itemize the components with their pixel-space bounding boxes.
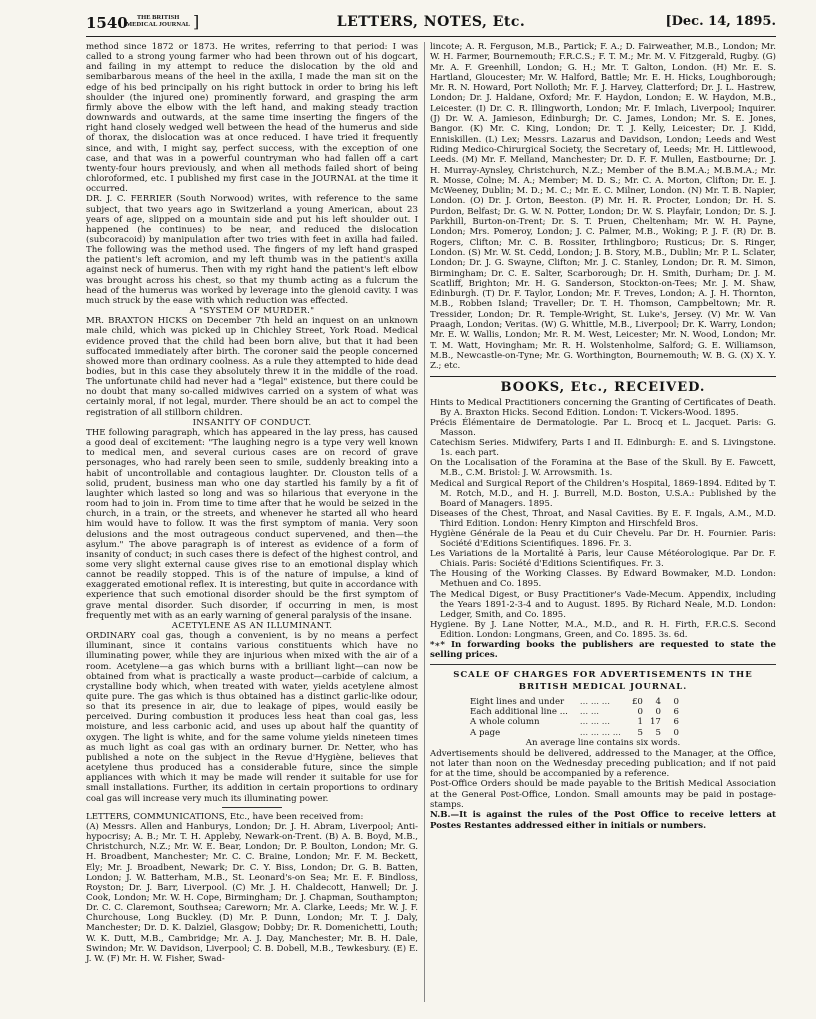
issue-date: [Dec. 14, 1895. (665, 14, 776, 29)
book-entry: Précis Élémentaire de Dermatologie. Par L. Brocq et L. Jacquet. Paris: G. Masson. (430, 417, 776, 439)
insanity-paragraph: THE following paragraph, which has appeared in the lay press, has caused a good deal of excitement: "The laughing negro is a type very well known to medical men, and several curious cases are on record of grave personages, who had rarely been seen to smile, suddenly breaking into a habit of uncontrollable and contagious laughter. Dr. Clouston tells of a solid, prudent, business man who one day startled his family by a fit of laughter which lasted so long and was so hilarious that everyone in the room had to join in. From time to time after that he would be seized in the church, in a train, or the streets, and whenever he started all who heard him would have to follow. It was the first symptom of mania. Very soon delusions and the most outrageous conduct supervened, and then—the asylum." The above paragraph is of interest as evidence of a form of insanity of conduct; in such cases there is defect of the highest control, and some very slight external cause gives rise to an emotional display which cannot be readily stopped. This is of the nature of impulse, a kind of exaggerated emotional reflex. It is interesting, but quite in accordance with experience that such emotional disorder should be the first symptom of grave mental disorder. Such disorder, if occurring in men, is most frequently met with as an early warning of general paralysis of the insane. (86, 427, 418, 621)
ad-delivery-note: Advertisements should be delivered, addressed to the Manager, at the Office, not later than noon on the Wednesday preceding publication; and if not paid for at the time, should be accompanied by a reference. (430, 748, 776, 780)
advertisement-charges (430, 669, 776, 831)
heading-insanity-of-conduct: INSANITY OF CONDUCT. (192, 417, 312, 428)
book-entry: Catechism Series. Midwifery, Parts I and II. Edinburgh: E. and S. Livingstone. 1s. each part. (430, 438, 776, 459)
book-entry: Hints to Medical Practitioners concerning the Granting of Certificates of Death. By A. Braxton Hicks. Second Edition. London: T. Vickers-Wood. 1895. (430, 397, 776, 418)
ad-rate-leader: ... ... (579, 707, 600, 718)
section-divider (222, 807, 282, 808)
journal-name-line-2: MEDICAL JOURNAL (126, 21, 191, 28)
ad-rate-shillings: 5 (655, 727, 661, 738)
ad-rate-leader: ... ... ... ... (579, 727, 621, 738)
ad-rate-label: Eight lines and under (470, 696, 565, 707)
ad-rate-row (470, 717, 683, 727)
ad-rate-shillings: 17 (649, 717, 661, 728)
ad-rate-row (470, 697, 683, 707)
ad-rate-pounds: 1 (637, 717, 643, 728)
ad-average-line-note: An average line contains six words. (525, 738, 681, 749)
journal-name-line-1: THE BRITISH (136, 14, 180, 21)
header-rule (86, 36, 776, 37)
ad-rate-leader: ... ... ... (579, 696, 610, 707)
heading-letters-received: LETTERS, COMMUNICATIONS, Etc., have been received from: (86, 811, 364, 822)
ad-rate-label: Each additional line ... (470, 707, 568, 718)
book-entry: Hygiene. By J. Lane Notter, M.A., M.D., and R. H. Firth, F.R.C.S. Second Edition. London: Longmans, Green, and Co. 1895. 3s. 6d. (430, 619, 776, 640)
ad-rate-label: A page (470, 727, 501, 738)
ad-rate-shillings: 0 (655, 707, 661, 718)
ad-rate-pounds: 0 (637, 707, 643, 718)
book-entry: Medical and Surgical Report of the Children's Hospital, 1869-1894. Edited by T. M. Rotch, M.D., and H. J. Burrell, M.D. Boston, U.S.A.: Published by the Board of Managers. 1895. (430, 478, 776, 509)
acetylene-paragraph: ORDINARY coal gas, though a convenient, is by no means a perfect illuminant, since it contains various constituents which have no illuminating power, while they are injurious when mixed with the air of a room. Acetylene—a gas which burns with a brilliant light—can now be obtained from what is practically a waste product—carbide of calcium, a crystalline body which, when treated with water, yields acetylene almost quite pure. The gas which is thus obtained has a distinct garlic-like odour, so that its presence in air, due to leakage of pipes, would easily be perceived. During combustion it produces less heat than coal gas, less moisture, and less carbonic acid, and uses up about half the quantity of oxygen. The light is white, and for the same volume yields nineteen times as much light as coal gas with an ordinary burner. Dr. Netter, who has published a note on the subject in the Revue d'Hygiène, believes that acetylene thus produced has a considerable future, since the simple appliances with which it may be made will render it suitable for use for small installations. Further, its addition in certain proportions to ordinary coal gas will increase very much its illuminating power. (86, 631, 418, 804)
ad-rate-row (470, 707, 683, 717)
ferrier-letter: DR. J. C. FERRIER (South Norwood) writes, with reference to the same subject, that two years ago in Switzerland a young American, about 23 years of age, slipped on a mountain side and put his left shoulder out. I happened (he continues) to be near, and reduced the dislocation (subcoracoid) by manipulation after two tries with feet in axilla had failed. The following was the method used. The fingers of my left hand grasped the patient's left acromion, and my left thumb was in the patient's axilla against neck of humerus. Then with my right hand the patient's left elbow was brought across his chest, so that my thumb acting as a fulcrum the head of the humerus was worked by leverage into the glenoid cavity. I was much struck by the ease with which reduction was effected. (86, 194, 418, 306)
column-divider (424, 42, 425, 1002)
ad-rate-pence: 0 (673, 696, 679, 707)
journal-bracket: ] (193, 12, 200, 31)
shoulder-letter-continued: method since 1872 or 1873. He writes, referring to that period: I was called to a strong young farmer who had been thrown out of his dogcart, and failing in my attempt to reduce the dislocation by the old and semibarbarous means of the heel in the axilla, I made the man sit on the edge of his bed principally on his right buttock in order to bring his left shoulder (the injured one) prominently forward, and grasping the arm firmly above the elbow with the left hand, and making steady traction downwards and outwards, at the same time inserting the fingers of the right hand closely wedged well between the head of the humerus and side of thorax, the dislocation was at once reduced. I have tried it frequently since, and with, I might say, perfect success, with the exception of one case, and that was in a powerful countryman who had fallen off a cart twenty-four hours previously, and when all methods failed short of being chloroformed, etc. I published my first case in the JOURNAL at the time it occurred. (86, 42, 418, 195)
ad-rate-pence: 0 (673, 727, 679, 738)
heading-system-of-murder: A "SYSTEM OF MURDER." (189, 306, 315, 317)
page-number: 1540 (86, 14, 128, 32)
section-title: LETTERS, NOTES, Etc. (336, 14, 526, 30)
braxton-hicks-inquest: MR. BRAXTON HICKS on December 7th held an inquest on an unknown male child, which was picked up in Chichley Street, York Road. Medical evidence proved that the child had been born alive, but that it had been suffocated immediately after birth. The coroner said the people concerned showed more than ordinary coolness. As a rule they attempted to hide dead bodies, but in this case they absolutely threw it in the middle of the road. The unfortunate child had never had a "legal" existence, but there could be no doubt that many so-called midwives carried on a system of what was certainly moral, if not legal, murder. There should be an act to compel the registration of all stillborn children. (86, 316, 418, 418)
ad-rate-shillings: 4 (655, 696, 661, 707)
ad-rate-leader: ... ... ... (579, 717, 610, 728)
books-rule-top (430, 376, 776, 377)
left-column (86, 42, 418, 1007)
ad-rate-pounds: £0 (631, 696, 643, 707)
letters-list-f-to-x: lincote; A. R. Ferguson, M.B., Partick; F. A.; D. Fairweather, M.B., London; Mr. W. H. Farmer, Bournemouth; F.R.C.S.; F. T. M.; Mr. M. V. Fitzgerald, Rugby. (G) Mr. A. F. Greenhill, London; G. H.; Mr. T. Galton, London. (H) Mr. E. S. Hartland, Gloucester; Mr. W. Halford, Battle; Mr. E. H. Hicks, Loughborough; Mr. R. N. Howard, Port Nolloth; Mr. F. J. Harvey, Clatterford; Dr. J. L. Hastrew, London; Dr. J. Haldane, Oxford; Mr. F. Haydon, London; E. W. Haydon, M.B., Leicester. (I) Dr. C. R. Illingworth, London; Mr. F. Imlach, Liverpool; Inquirer. (J) Dr. W. A. Jamieson, Edinburgh; Dr. C. James, London; Mr. S. E. Jones, Bangor. (K) Mr. C. King, London; Dr. T. J. Kelly, Leicester; Dr. J. Kidd, Enniskillen. (L) Lex; Messrs. Lazarus and Davidson, London; Leeds and West Riding Medico-Chirurgical Society, the Secretary of, Leeds; Mr. H. Littlewood, Leeds. (M) Mr. F. Melland, Manchester; Dr. D. F. F. Mullen, Eastbourne; Dr. J. H. Murray-Aynsley, Christchurch, N.Z.; Member of the B.M.A.; M.B.M.A.; Mr. R. Mosse, Colne; M. A.; Member; M. D. S.; Mr. C. A. Morton, Clifton; Dr. E. J. McWeeney, Dublin; M. D.; M. C.; Mr. E. C. Milner, London. (N) Mr. T. B. Napier, London. (O) Dr. J. Orton, Beeston. (P) Mr. H. R. Procter, London; Dr. H. S. Purdon, Belfast; Dr. G. W. N. Potter, London; Dr. W. S. Playfair, London; Dr. S. J. Parkhill, Burton-on-Trent; Dr. S. T. Pruen, Cheltenham; Mr. W. H. Payne, London; Mrs. Pomeroy, London; J. C. Palmer, M.B., Woking; P. J. F. (R) Dr. B. Rogers, Clifton; Mr. C. B. Rossiter, Irthlingboro; Rusticus; Dr. S. Ringer, London. (S) Mr. W. St. Cedd, London; J. B. Story, M.B., Dublin; Mr. P. L. Sclater, London; Dr. J. G. Swayne, Clifton; Mr. J. C. Stanley, London; Dr. R. M. Simon, Birmingham; Dr. C. E. Salter, Scarborough; Dr. H. Smith, Durham; Dr. J. M. Scatliff, Brighton; Mr. H. G. Sanderson, Stockton-on-Tees; Mr. J. M. Shaw, Edinburgh. (T) Dr. F. Taylor, London; Mr. F. Treves, London; A. J. H. Thornton, M.B., Robben Island; Traveller; Dr. T. H. Thomson, Campbeltown; Mr. R. Tressider, London; Dr. R. Temple-Wright, St. Luke's, Jersey. (V) Mr. W. Van Praagh, London; Veritas. (W) G. Whittle, M.B., Liverpool; Dr. K. Warry, London; Mr. E. W. Wallis, London; Mr. R. M. West, Leicester; Mr. N. Wood, London; Mr. T. M. Watt, Hovingham; Mr. R. H. Wolstenholme, Salford; G. E. Williamson, M.B., Newcastle-on-Tyne; Mr. G. Worthington, Bournemouth; W. B. G. (X) X. Y. Z.; etc. (430, 42, 776, 372)
ad-rate-pence: 6 (673, 717, 679, 728)
ad-payment-note: Post-Office Orders should be made payable to the British Medical Association at the General Post-Office, London. Small amounts may be paid in postage-stamps. (430, 779, 776, 811)
heading-books-received: BOOKS, Etc., RECEIVED. (500, 379, 706, 395)
books-list (430, 398, 776, 640)
book-entry: Les Variations de la Mortalité à Paris, leur Cause Météorologique. Par Dr. F. Chiais. Paris: Société d'Editions Scientifiques. Fr. 3. (430, 549, 776, 570)
ad-post-office-note: N.B.—It is against the rules of the Post Office to receive letters at Postes Restantes addressed either in initials or numbers. (430, 810, 776, 831)
book-entry: Hygiène Générale de la Peau et du Cuir Chevelu. Par Dr. H. Fournier. Paris: Société d'Editions Scientifiques. 1896. Fr. 3. (430, 529, 776, 550)
letters-list-a-to-f: (A) Messrs. Allen and Hanburys, London; Dr. J. H. Abram, Liverpool; Anti-hypocrisy; A. B.; Mr. T. H. Appleby, Newark-on-Trent. (B) A. B. Boyd, M.B., Christchurch, N.Z.; Mr. W. E. Bear, London; Dr. P. Boulton, London; Mr. G. H. Broadbent, Manchester; Mr. C. C. Braine, London; Mr. F. M. Beckett, Ely; Mr. J. Broadbent, Newark; Dr. C. Y. Biss, London; Dr. G. B. Batten, London; J. W. Batterham, M.B., St. Leonard's-on Sea; Mr. E. F. Bindloss, Royston; Dr. J. Barr, Liverpool. (C) Mr. J. H. Chaldecott, Hanwell; Dr. J. Cook, London; Mr. W. H. Cope, Birmingham; Dr. J. Chapman, Southampton; Dr. C. C. Claremont, Southsea; Careworn; Mr. A. Clarke, Leeds; Mr. W. J. F. Churchouse, Long Buckley. (D) Mr. P. Dunn, London; Mr. T. J. Daly, Manchester; Dr. D. K. Dalziel, Glasgow; Dobby; Dr. R. Domenichetti, Louth; W. K. Dutt, M.B., Cambridge; Mr. A. J. Day, Manchester; Mr. B. H. Dale, Swindon; Mr. W. Davidson, Liverpool; C. B. Dobell, M.B., Tewkesbury. (E) E. J. W. (F) Mr. H. W. Fisher, Swad- (86, 821, 418, 964)
ad-title-line-1: SCALE OF CHARGES FOR ADVERTISEMENTS IN THE (453, 669, 753, 680)
ad-rule (430, 664, 776, 665)
ad-rate-row (470, 728, 683, 738)
ad-rate-pence: 6 (673, 707, 679, 718)
book-entry: Diseases of the Chest, Throat, and Nasal Cavities. By E. F. Ingals, A.M., M.D. Third Edition. London: Henry Kimpton and Hirschfeld Bros. (430, 508, 776, 529)
ad-rates-table (470, 697, 683, 739)
books-publishers-note: *∗* In forwarding books the publishers are requested to state the selling prices. (430, 640, 776, 661)
right-column (430, 42, 776, 1007)
ad-rate-label: A whole column (470, 717, 540, 728)
book-entry: On the Localisation of the Foramina at the Base of the Skull. By E. Fawcett, M.B., C.M. Bristol: J. W. Arrowsmith. 1s. (430, 458, 776, 479)
ad-rate-pounds: 5 (637, 727, 643, 738)
page-header (86, 10, 776, 38)
ad-title-line-2: BRITISH MEDICAL JOURNAL. (518, 681, 688, 692)
heading-acetylene: ACETYLENE AS AN ILLUMINANT. (171, 620, 333, 631)
book-entry: The Medical Digest, or Busy Practitioner's Vade-Mecum. Appendix, including the Years 1891-2-3-4 and to August. 1895. By Richard Neale, M.D. London: Ledger, Smith, and Co. 1895. (430, 589, 776, 620)
book-entry: The Housing of the Working Classes. By Edward Bowmaker, M.D. London: Methuen and Co. 1895. (430, 569, 776, 590)
